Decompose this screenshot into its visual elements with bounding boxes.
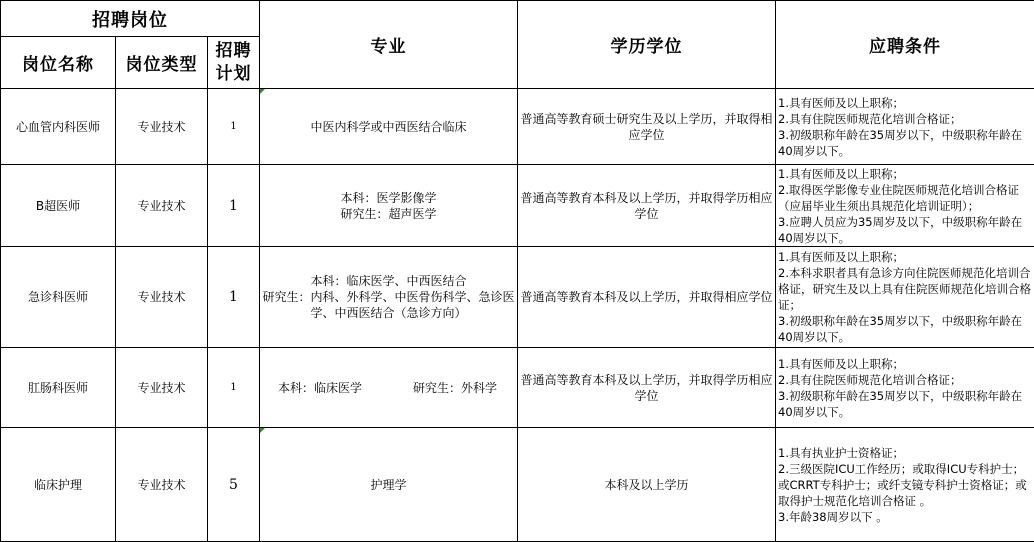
post-name-cell: B超医师 [1, 165, 116, 247]
post-type-cell: 专业技术 [116, 165, 208, 247]
requirement-item: 3.年龄38周岁以下 。 [778, 509, 1032, 525]
requirement-item: 2.本科求职者具有急诊方向住院医师规范化培训合格证，研究生及以上具有住院医师规范化培训合格证； [778, 265, 1032, 313]
requirement-item: 2.三级医院ICU工作经历；或取得ICU专科护士；或CRRT专科护士；或纤支镜专科护士资格证；或取得护士规范化培训合格证 。 [778, 461, 1032, 509]
education-cell: 普通高等教育本科及以上学历，并取得相应学位 [518, 247, 776, 348]
requirements-cell [776, 247, 1034, 348]
requirement-item: 1.具有医师及以上职称； [778, 166, 1032, 182]
requirement-item: 3.应聘人员应为35周岁及以下，中级职称年龄在40周岁以下。 [778, 214, 1032, 246]
table-row [1, 247, 1034, 348]
requirement-item: 3.初级职称年龄在35周岁以下，中级职称年龄在40周岁以下。 [778, 313, 1032, 345]
requirements-cell [776, 165, 1034, 247]
table-row [1, 428, 1034, 542]
major-cell [260, 165, 518, 247]
table-row [1, 348, 1034, 428]
requirement-item: 3.初级职称年龄在35周岁以下，中级职称年龄在40周岁以下。 [778, 127, 1032, 159]
major-undergrad: 本科：临床医学 [278, 380, 362, 396]
requirement-item: 3.初级职称年龄在35周岁以下，中级职称年龄在40周岁以下。 [778, 388, 1032, 420]
requirement-item: 1.具有医师及以上职称； [778, 249, 1032, 265]
major-cell: 护理学 [260, 428, 518, 542]
header-group-recruitment-post: 招聘岗位 [1, 1, 260, 37]
education-cell: 普通高等教育硕士研究生及以上学历，并取得相应学位 [518, 89, 776, 165]
requirement-item: 2.具有住院医师规范化培训合格证； [778, 111, 1032, 127]
header-major: 专业 [260, 1, 518, 89]
major-cell [260, 247, 518, 348]
post-type-cell: 专业技术 [116, 247, 208, 348]
education-cell: 本科及以上学历 [518, 428, 776, 542]
header-post-name: 岗位名称 [1, 37, 116, 89]
requirement-item: 1.具有医师及以上职称； [778, 95, 1032, 111]
major-graduate: 研究生：超声医学 [262, 206, 515, 222]
major-graduate: 研究生：内科、外科学、中医骨伤科学、急诊医学、中西医结合（急诊方向） [262, 289, 515, 321]
major-split [262, 380, 515, 396]
requirement-item: 2.具有住院医师规范化培训合格证； [778, 372, 1032, 388]
major-undergrad: 本科：医学影像学 [262, 190, 515, 206]
plan-cell: 1 [208, 247, 260, 348]
post-type-cell: 专业技术 [116, 348, 208, 428]
header-plan-line2: 计划 [210, 63, 257, 86]
education-cell: 普通高等教育本科及以上学历，并取得学历相应学位 [518, 348, 776, 428]
header-requirements: 应聘条件 [776, 1, 1034, 89]
post-name-cell: 肛肠科医师 [1, 348, 116, 428]
requirements-cell [776, 428, 1034, 542]
table-row [1, 165, 1034, 247]
requirements-cell [776, 348, 1034, 428]
plan-cell: 1 [208, 165, 260, 247]
requirements-cell [776, 89, 1034, 165]
table-row [1, 89, 1034, 165]
requirement-item: 2.取得医学影像专业住院医师规范化培训合格证（应届毕业生须出具规范化培训证明）； [778, 182, 1032, 214]
header-education: 学历学位 [518, 1, 776, 89]
post-type-cell: 专业技术 [116, 89, 208, 165]
major-undergrad: 本科：临床医学、中西医结合 [262, 273, 515, 289]
post-name-cell: 心血管内科医师 [1, 89, 116, 165]
post-name-cell: 临床护理 [1, 428, 116, 542]
post-type-cell: 专业技术 [116, 428, 208, 542]
major-cell [260, 348, 518, 428]
header-row-1 [1, 1, 1034, 37]
major-cell: 中医内科学或中西医结合临床 [260, 89, 518, 165]
plan-cell: 1 [208, 348, 260, 428]
plan-cell: 1 [208, 89, 260, 165]
requirement-item: 1.具有执业护士资格证； [778, 445, 1032, 461]
header-plan [208, 37, 260, 89]
header-post-type: 岗位类型 [116, 37, 208, 89]
requirement-item: 1.具有医师及以上职称； [778, 356, 1032, 372]
header-plan-line1: 招聘 [210, 40, 257, 63]
major-graduate: 研究生：外科学 [413, 380, 497, 396]
post-name-cell: 急诊科医师 [1, 247, 116, 348]
education-cell: 普通高等教育本科及以上学历，并取得学历相应学位 [518, 165, 776, 247]
plan-cell: 5 [208, 428, 260, 542]
